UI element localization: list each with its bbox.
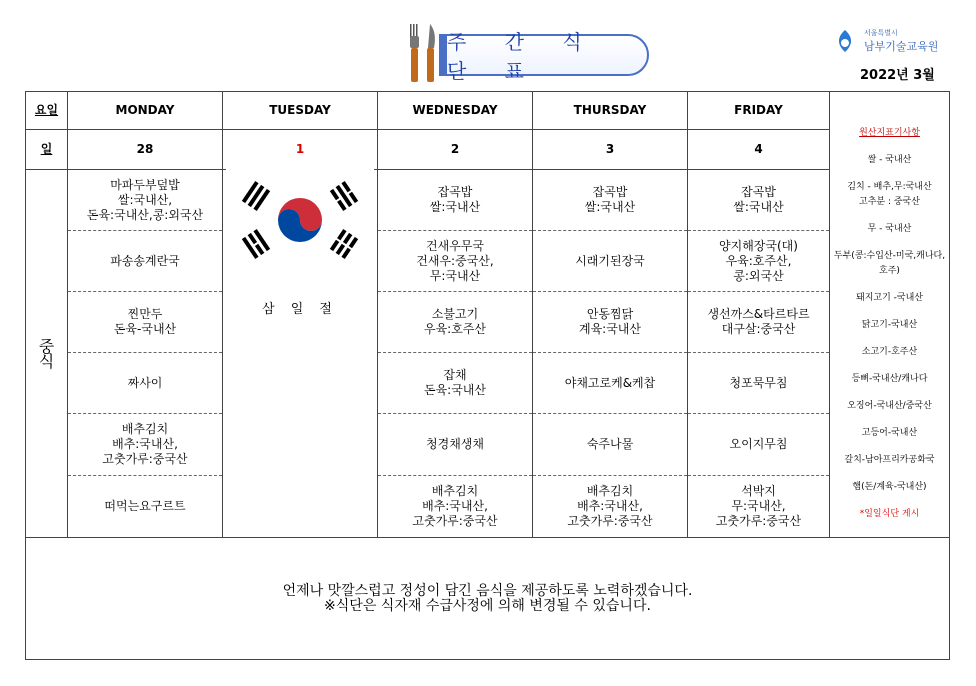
origin-item: 쌀 - 국내산 [867, 155, 912, 165]
menu-cell-mon: 마파두부덮밥 쌀:국내산, 돈육:국내산,콩:외국산 [68, 170, 223, 231]
origin-title: 원산지표기사항 [859, 128, 920, 138]
menu-cell-wed: 소불고기 우육:호주산 [378, 292, 533, 353]
corner-date: 일 [26, 130, 68, 170]
origin-item: 김치 - 배추,무:국내산 고추분 : 중국산 [847, 182, 932, 207]
menu-row-1 [26, 170, 950, 231]
menu-cell-thu: 잡곡밥 쌀:국내산 [533, 170, 688, 231]
menu-cell-thu: 숙주나물 [533, 414, 688, 476]
school-city: 서울특별시 [864, 29, 898, 37]
origin-item: 햄(돈/계육-국내산) [852, 482, 927, 492]
menu-cell-fri: 오이지무침 [688, 414, 830, 476]
date-monday: 28 [68, 130, 223, 170]
day-friday: FRIDAY [688, 92, 830, 130]
origin-item: 돼지고기 -국내산 [856, 293, 923, 303]
menu-cell-wed: 건새우무국 건새우:중국산, 무:국내산 [378, 231, 533, 292]
origin-item: 등뼈-국내산/캐나다 [851, 374, 928, 384]
school-name: 남부기술교육원 [864, 40, 939, 53]
origin-item: 소고기-호주산 [861, 347, 918, 357]
menu-cell-thu: 안동찜닭 계육:국내산 [533, 292, 688, 353]
menu-cell-mon: 배추김치 배추:국내산, 고춧가루:중국산 [68, 414, 223, 476]
menu-cell-fri: 생선까스&타르타르 대구살:중국산 [688, 292, 830, 353]
menu-cell-thu: 야채고로케&케찹 [533, 353, 688, 414]
menu-row-4 [26, 353, 950, 414]
menu-row-3 [26, 292, 950, 353]
holiday-cell [223, 170, 378, 538]
menu-cell-wed: 잡곡밥 쌀:국내산 [378, 170, 533, 231]
menu-cell-thu: 배추김치 배추:국내산, 고춧가루:중국산 [533, 476, 688, 538]
menu-row-2 [26, 231, 950, 292]
menu-cell-wed: 청경채생채 [378, 414, 533, 476]
school-emblem-icon [832, 28, 858, 54]
school-logo [832, 26, 942, 56]
menu-cell-thu: 시래기된장국 [533, 231, 688, 292]
menu-cell-mon: 찐만두 돈육-국내산 [68, 292, 223, 353]
title-banner [393, 18, 663, 84]
footer-notice [26, 538, 950, 660]
origin-item: 두부(콩:수입산-미국,캐나다,호주) [833, 251, 946, 276]
menu-cell-fri: 양지해장국(대) 우육:호주산, 콩:외국산 [688, 231, 830, 292]
day-header-row [26, 92, 950, 130]
day-thursday: THURSDAY [533, 92, 688, 130]
fork-knife-icon [403, 22, 443, 84]
menu-cell-fri: 석박지 무:국내산, 고춧가루:중국산 [688, 476, 830, 538]
origin-item: 고등어-국내산 [861, 428, 918, 438]
page-title: 주 간 식 단 표 [445, 34, 649, 76]
korean-flag-icon [226, 166, 374, 274]
origin-panel [830, 92, 950, 538]
day-wednesday: WEDNESDAY [378, 92, 533, 130]
footer-line-1: 언제나 맛깔스럽고 정성이 담긴 음식을 제공하도록 노력하겠습니다. [282, 582, 693, 599]
origin-item: 무 - 국내산 [867, 224, 912, 234]
menu-cell-wed: 잡채 돈육:국내산 [378, 353, 533, 414]
origin-note: *일일식단 게시 [859, 509, 920, 519]
date-row [26, 130, 950, 170]
holiday-text: 삼 일 절 [262, 302, 338, 317]
menu-date: 2022년 3월 [860, 68, 935, 83]
menu-row-5 [26, 414, 950, 476]
weekly-menu-table [25, 91, 950, 660]
menu-cell-fri: 잡곡밥 쌀:국내산 [688, 170, 830, 231]
menu-cell-wed: 배추김치 배추:국내산, 고춧가루:중국산 [378, 476, 533, 538]
footer-row [26, 538, 950, 660]
date-tuesday: 1 [223, 130, 378, 170]
origin-item: 닭고기-국내산 [861, 320, 918, 330]
corner-day: 요일 [26, 92, 68, 130]
menu-cell-mon: 떠먹는요구르트 [68, 476, 223, 538]
menu-row-6 [26, 476, 950, 538]
date-wednesday: 2 [378, 130, 533, 170]
date-thursday: 3 [533, 130, 688, 170]
day-tuesday: TUESDAY [223, 92, 378, 130]
origin-item: 갈치-남아프리카공화국 [844, 455, 935, 465]
date-friday: 4 [688, 130, 830, 170]
origin-item: 오징어-국내산/중국산 [847, 401, 932, 411]
menu-cell-mon: 파송송계란국 [68, 231, 223, 292]
meal-label-2: 식 [38, 351, 55, 371]
menu-cell-fri: 청포묵무침 [688, 353, 830, 414]
meal-label-1: 중 [38, 336, 55, 356]
menu-cell-mon: 짜사이 [68, 353, 223, 414]
footer-line-2: ※식단은 식자재 수급사정에 의해 변경될 수 있습니다. [324, 597, 651, 614]
day-monday: MONDAY [68, 92, 223, 130]
meal-label [26, 170, 68, 538]
